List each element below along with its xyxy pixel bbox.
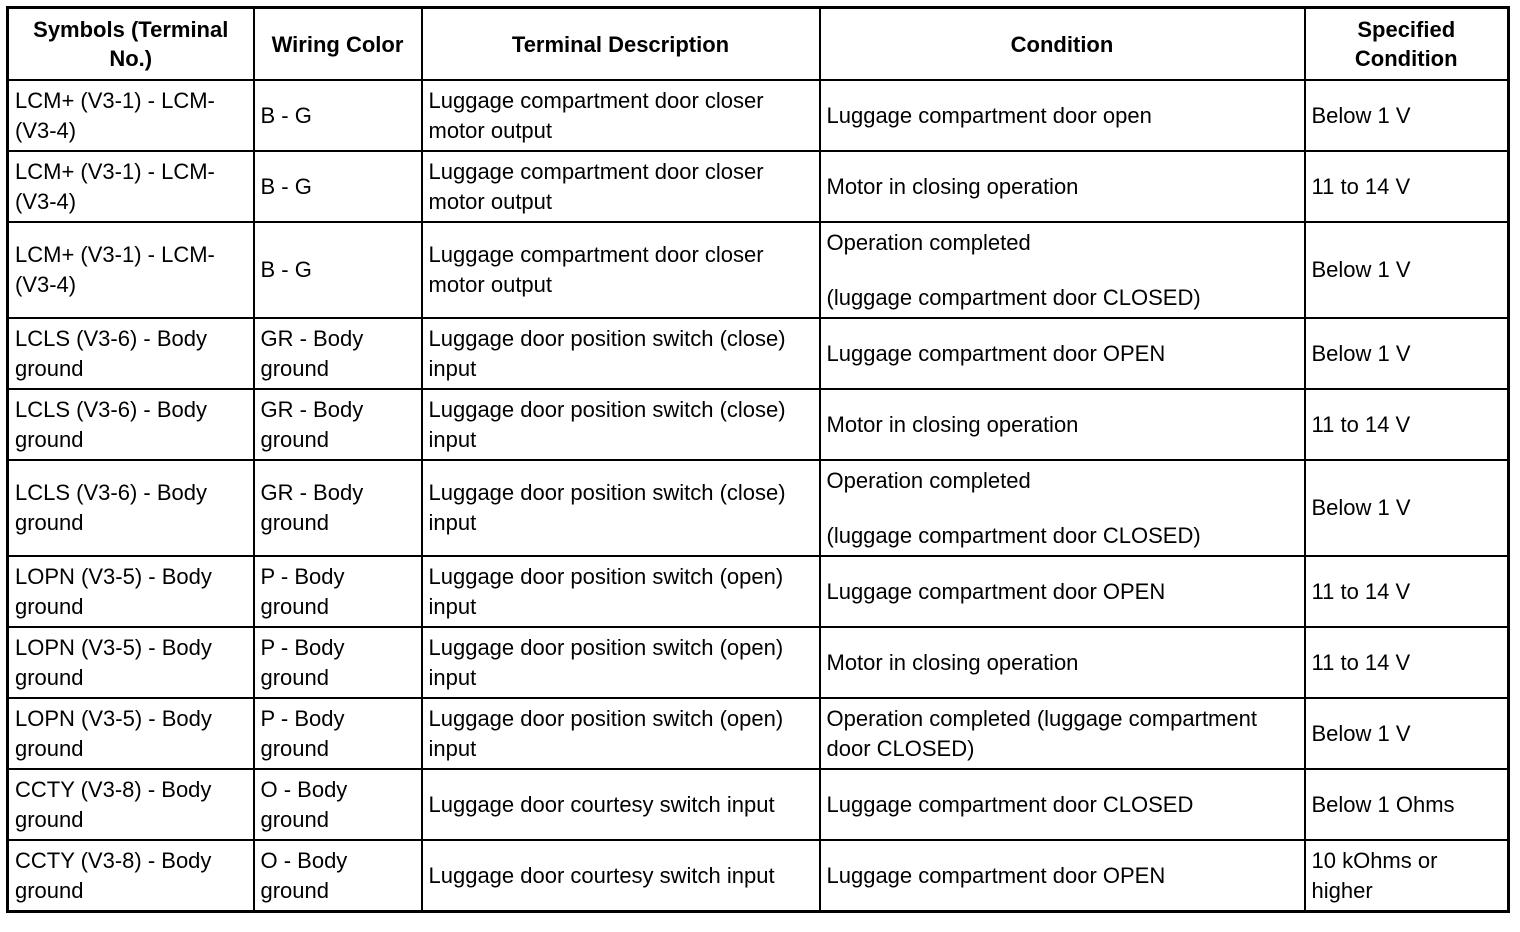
cell-symbol: LCM+ (V3-1) - LCM- (V3-4) <box>8 222 254 318</box>
table-row <box>8 389 1509 460</box>
cell-symbol: LCLS (V3-6) - Body ground <box>8 460 254 556</box>
cell-condition <box>820 840 1305 912</box>
cell-condition <box>820 556 1305 627</box>
condition-line: Motor in closing operation <box>826 649 1079 675</box>
condition-line: (luggage compartment door CLOSED) <box>826 284 1201 310</box>
cell-condition <box>820 627 1305 698</box>
cell-specified-condition: 11 to 14 V <box>1305 389 1509 460</box>
cell-specified-condition: Below 1 Ohms <box>1305 769 1509 840</box>
header-symbols: Symbols (Terminal No.) <box>8 8 254 81</box>
table-body <box>8 80 1509 912</box>
cell-specified-condition: Below 1 V <box>1305 222 1509 318</box>
condition-line: Luggage compartment door CLOSED <box>826 791 1194 817</box>
cell-wiring-color: P - Body ground <box>254 698 422 769</box>
cell-wiring-color: B - G <box>254 80 422 151</box>
cell-wiring-color: B - G <box>254 222 422 318</box>
cell-wiring-color: GR - Body ground <box>254 460 422 556</box>
condition-line: Operation completed <box>826 229 1031 255</box>
table-row <box>8 840 1509 912</box>
cell-condition <box>820 769 1305 840</box>
condition-line-gap <box>827 496 1298 521</box>
cell-specified-condition: 10 kOhms or higher <box>1305 840 1509 912</box>
cell-symbol: LCM+ (V3-1) - LCM- (V3-4) <box>8 151 254 222</box>
cell-terminal-description: Luggage door position switch (open) input <box>422 556 820 627</box>
cell-specified-condition: 11 to 14 V <box>1305 627 1509 698</box>
condition-line: Operation completed (luggage compartment door CLOSED) <box>826 705 1257 761</box>
condition-line: (luggage compartment door CLOSED) <box>826 522 1201 548</box>
table-row <box>8 698 1509 769</box>
table-row <box>8 318 1509 389</box>
header-condition: Condition <box>820 8 1305 81</box>
cell-symbol: LOPN (V3-5) - Body ground <box>8 556 254 627</box>
cell-condition <box>820 389 1305 460</box>
cell-terminal-description: Luggage door position switch (close) input <box>422 460 820 556</box>
cell-specified-condition: 11 to 14 V <box>1305 556 1509 627</box>
table-row <box>8 151 1509 222</box>
table-row <box>8 627 1509 698</box>
condition-line: Motor in closing operation <box>826 173 1079 199</box>
condition-line: Luggage compartment door OPEN <box>826 578 1166 604</box>
cell-specified-condition: Below 1 V <box>1305 698 1509 769</box>
cell-condition <box>820 80 1305 151</box>
condition-line: Luggage compartment door OPEN <box>826 862 1166 888</box>
cell-wiring-color: P - Body ground <box>254 556 422 627</box>
cell-wiring-color: O - Body ground <box>254 840 422 912</box>
cell-wiring-color: P - Body ground <box>254 627 422 698</box>
condition-line: Luggage compartment door OPEN <box>826 340 1166 366</box>
cell-condition <box>820 318 1305 389</box>
cell-symbol: LOPN (V3-5) - Body ground <box>8 627 254 698</box>
cell-condition <box>820 698 1305 769</box>
condition-line: Luggage compartment door open <box>826 102 1152 128</box>
cell-condition <box>820 222 1305 318</box>
cell-terminal-description: Luggage door position switch (open) input <box>422 698 820 769</box>
cell-terminal-description: Luggage door position switch (close) input <box>422 389 820 460</box>
cell-symbol: CCTY (V3-8) - Body ground <box>8 840 254 912</box>
cell-symbol: CCTY (V3-8) - Body ground <box>8 769 254 840</box>
cell-wiring-color: GR - Body ground <box>254 318 422 389</box>
cell-symbol: LCLS (V3-6) - Body ground <box>8 318 254 389</box>
cell-wiring-color: B - G <box>254 151 422 222</box>
cell-terminal-description: Luggage compartment door closer motor output <box>422 80 820 151</box>
cell-wiring-color: GR - Body ground <box>254 389 422 460</box>
table-header-row <box>8 8 1509 81</box>
table-row <box>8 80 1509 151</box>
cell-terminal-description: Luggage compartment door closer motor output <box>422 222 820 318</box>
condition-line-gap <box>827 258 1298 283</box>
header-terminal-description: Terminal Description <box>422 8 820 81</box>
table-row <box>8 222 1509 318</box>
cell-wiring-color: O - Body ground <box>254 769 422 840</box>
cell-symbol: LCLS (V3-6) - Body ground <box>8 389 254 460</box>
cell-terminal-description: Luggage compartment door closer motor output <box>422 151 820 222</box>
table-row <box>8 769 1509 840</box>
cell-terminal-description: Luggage door position switch (open) input <box>422 627 820 698</box>
cell-specified-condition: 11 to 14 V <box>1305 151 1509 222</box>
header-specified-condition: Specified Condition <box>1305 8 1509 81</box>
cell-specified-condition: Below 1 V <box>1305 318 1509 389</box>
cell-condition <box>820 460 1305 556</box>
cell-terminal-description: Luggage door courtesy switch input <box>422 769 820 840</box>
terminal-spec-table <box>6 6 1510 913</box>
cell-terminal-description: Luggage door position switch (close) input <box>422 318 820 389</box>
table-row <box>8 556 1509 627</box>
cell-terminal-description: Luggage door courtesy switch input <box>422 840 820 912</box>
cell-symbol: LCM+ (V3-1) - LCM- (V3-4) <box>8 80 254 151</box>
cell-condition <box>820 151 1305 222</box>
table-row <box>8 460 1509 556</box>
cell-symbol: LOPN (V3-5) - Body ground <box>8 698 254 769</box>
cell-specified-condition: Below 1 V <box>1305 460 1509 556</box>
condition-line: Operation completed <box>826 467 1031 493</box>
header-wiring-color: Wiring Color <box>254 8 422 81</box>
condition-line: Motor in closing operation <box>826 411 1079 437</box>
cell-specified-condition: Below 1 V <box>1305 80 1509 151</box>
